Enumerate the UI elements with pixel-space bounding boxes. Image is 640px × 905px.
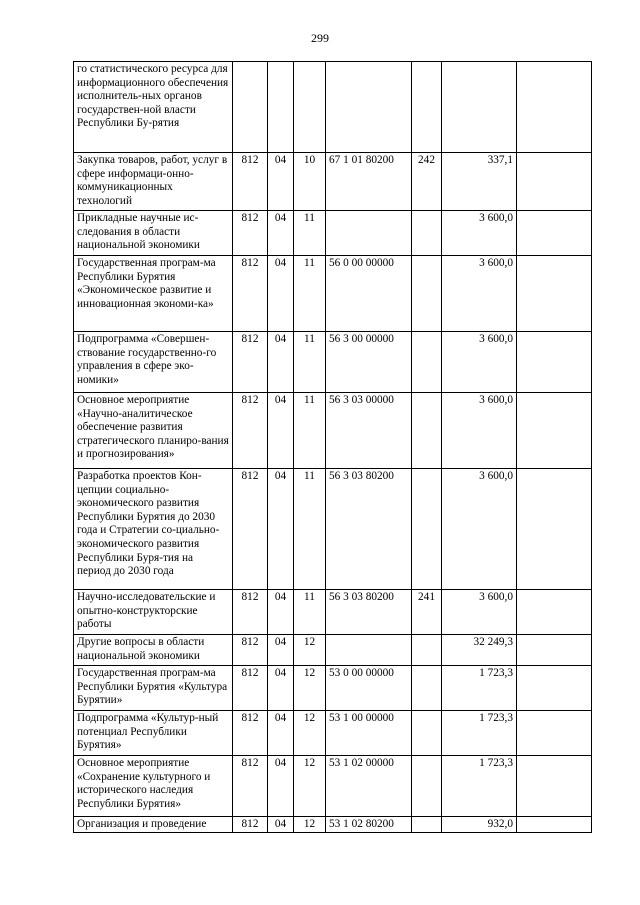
ministry-code: 812 <box>233 590 268 635</box>
target-article-code: 56 3 03 00000 <box>326 393 412 469</box>
target-article-code <box>326 211 412 256</box>
row-name: Основное мероприятие «Сохранение культурного и исторического наследия Республики Бурятия» <box>74 756 233 817</box>
subsection-code: 12 <box>294 756 326 817</box>
section-code: 04 <box>268 469 294 590</box>
table-row <box>74 756 592 817</box>
amount: 932,0 <box>442 817 517 833</box>
table-row <box>74 635 592 666</box>
target-article-code: 53 0 00 00000 <box>326 666 412 711</box>
expense-type-code <box>412 256 442 332</box>
ministry-code: 812 <box>233 393 268 469</box>
section-code: 04 <box>268 666 294 711</box>
amount: 337,1 <box>442 153 517 211</box>
expense-type-code: 241 <box>412 590 442 635</box>
ministry-code: 812 <box>233 153 268 211</box>
empty-cell <box>517 332 592 393</box>
row-name: Закупка товаров, работ, услуг в сфере информаци-онно-коммуникационных технологий <box>74 153 233 211</box>
ministry-code: 812 <box>233 469 268 590</box>
expense-type-code <box>412 211 442 256</box>
expense-type-code <box>412 62 442 153</box>
section-code: 04 <box>268 711 294 756</box>
table-row <box>74 817 592 833</box>
row-name: Подпрограмма «Культур-ный потенциал Республики Бурятия» <box>74 711 233 756</box>
subsection-code: 11 <box>294 332 326 393</box>
amount: 3 600,0 <box>442 211 517 256</box>
amount: 3 600,0 <box>442 256 517 332</box>
table-body <box>74 62 592 833</box>
table-row <box>74 711 592 756</box>
target-article-code: 56 3 03 80200 <box>326 469 412 590</box>
row-name: Другие вопросы в области национальной экономики <box>74 635 233 666</box>
table-row <box>74 666 592 711</box>
section-code: 04 <box>268 590 294 635</box>
amount <box>442 62 517 153</box>
section-code: 04 <box>268 817 294 833</box>
subsection-code: 12 <box>294 711 326 756</box>
empty-cell <box>517 635 592 666</box>
target-article-code: 67 1 01 80200 <box>326 153 412 211</box>
expense-type-code <box>412 817 442 833</box>
empty-cell <box>517 469 592 590</box>
empty-cell <box>517 256 592 332</box>
empty-cell <box>517 211 592 256</box>
table-row <box>74 211 592 256</box>
ministry-code: 812 <box>233 635 268 666</box>
empty-cell <box>517 153 592 211</box>
amount: 1 723,3 <box>442 756 517 817</box>
ministry-code <box>233 62 268 153</box>
row-name: Научно-исследовательские и опытно-конструкторские работы <box>74 590 233 635</box>
row-name: Организация и проведение <box>74 817 233 833</box>
section-code: 04 <box>268 635 294 666</box>
ministry-code: 812 <box>233 211 268 256</box>
amount: 3 600,0 <box>442 332 517 393</box>
amount: 1 723,3 <box>442 711 517 756</box>
empty-cell <box>517 711 592 756</box>
ministry-code: 812 <box>233 756 268 817</box>
ministry-code: 812 <box>233 817 268 833</box>
empty-cell <box>517 817 592 833</box>
subsection-code: 11 <box>294 393 326 469</box>
empty-cell <box>517 590 592 635</box>
empty-cell <box>517 393 592 469</box>
subsection-code: 11 <box>294 256 326 332</box>
table-row <box>74 62 592 153</box>
row-name: Государственная програм-ма Республики Бурятия «Культура Бурятии» <box>74 666 233 711</box>
expense-type-code <box>412 756 442 817</box>
target-article-code: 56 3 03 80200 <box>326 590 412 635</box>
subsection-code: 12 <box>294 817 326 833</box>
row-name: Основное мероприятие «Научно-аналитическое обеспечение развития стратегического планиро-вания и прогнозирования» <box>74 393 233 469</box>
amount: 3 600,0 <box>442 590 517 635</box>
target-article-code: 56 0 00 00000 <box>326 256 412 332</box>
ministry-code: 812 <box>233 332 268 393</box>
subsection-code: 11 <box>294 469 326 590</box>
table-row <box>74 393 592 469</box>
section-code <box>268 62 294 153</box>
amount: 3 600,0 <box>442 469 517 590</box>
subsection-code: 10 <box>294 153 326 211</box>
row-name: Прикладные научные ис-следования в области национальной экономики <box>74 211 233 256</box>
section-code: 04 <box>268 153 294 211</box>
target-article-code <box>326 62 412 153</box>
subsection-code: 11 <box>294 211 326 256</box>
target-article-code: 53 1 00 00000 <box>326 711 412 756</box>
amount: 32 249,3 <box>442 635 517 666</box>
budget-table <box>73 61 592 833</box>
subsection-code <box>294 62 326 153</box>
empty-cell <box>517 666 592 711</box>
section-code: 04 <box>268 393 294 469</box>
expense-type-code <box>412 635 442 666</box>
subsection-code: 12 <box>294 635 326 666</box>
amount: 1 723,3 <box>442 666 517 711</box>
target-article-code <box>326 635 412 666</box>
table-row <box>74 469 592 590</box>
subsection-code: 12 <box>294 666 326 711</box>
table-row <box>74 332 592 393</box>
table-row <box>74 590 592 635</box>
section-code: 04 <box>268 256 294 332</box>
expense-type-code <box>412 332 442 393</box>
section-code: 04 <box>268 211 294 256</box>
target-article-code: 53 1 02 00000 <box>326 756 412 817</box>
target-article-code: 53 1 02 80200 <box>326 817 412 833</box>
expense-type-code <box>412 469 442 590</box>
section-code: 04 <box>268 332 294 393</box>
section-code: 04 <box>268 756 294 817</box>
ministry-code: 812 <box>233 711 268 756</box>
table-row <box>74 153 592 211</box>
expense-type-code: 242 <box>412 153 442 211</box>
subsection-code: 11 <box>294 590 326 635</box>
empty-cell <box>517 62 592 153</box>
ministry-code: 812 <box>233 256 268 332</box>
expense-type-code <box>412 666 442 711</box>
expense-type-code <box>412 393 442 469</box>
row-name: го статистического ресурса для информационного обеспечения исполнитель-ных органов государствен-ной власти Республики Бу-рятия <box>74 62 233 153</box>
empty-cell <box>517 756 592 817</box>
target-article-code: 56 3 00 00000 <box>326 332 412 393</box>
row-name: Разработка проектов Кон-цепции социально-экономического развития Республики Бурятия до 2030 года и Стратегии со-циально-экономического развития Республики Буря-тия на период до 2030 года <box>74 469 233 590</box>
amount: 3 600,0 <box>442 393 517 469</box>
table-row <box>74 256 592 332</box>
row-name: Подпрограмма «Совершен-ствование государственно-го управления в сфере эко-номики» <box>74 332 233 393</box>
row-name: Государственная програм-ма Республики Бурятия «Экономическое развитие и инновационная экономи-ка» <box>74 256 233 332</box>
ministry-code: 812 <box>233 666 268 711</box>
expense-type-code <box>412 711 442 756</box>
page-number: 299 <box>311 31 329 45</box>
